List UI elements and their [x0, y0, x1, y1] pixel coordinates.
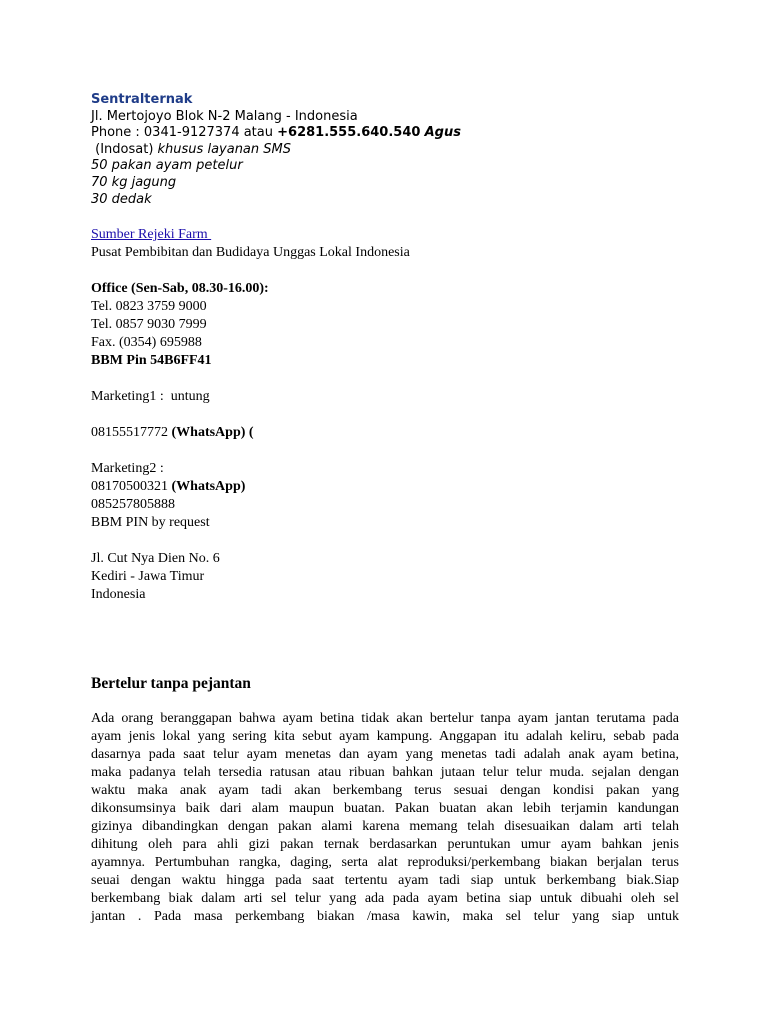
- article-line: dikonsumsinya baik dari alam maupun buatan. Pakan buatan akan lebih terjamin kandungan: [91, 801, 679, 816]
- marketing-1: Marketing1 : untung: [91, 389, 210, 404]
- article-line: ayamnya. Pertumbuhan rangka, daging, serta alat reproduksi/perkembang biakan berjalan terus: [91, 855, 679, 870]
- sms-note-line: [91, 142, 461, 159]
- phone-prefix: Phone : 0341-9127374 atau: [91, 125, 278, 141]
- tel-1: Tel. 0823 3759 9000: [91, 299, 207, 314]
- farm-link[interactable]: Sumber Rejeki Farm: [91, 227, 212, 242]
- marketing-1-phone: 08155517772: [91, 425, 172, 440]
- article-line: jantan . Pada masa perkembang biakan /masa kawin, maka sel telur yang siap untuk: [91, 909, 679, 924]
- address-line: Jl. Cut Nya Dien No. 6: [91, 551, 220, 566]
- marketing-2-phone-line: [91, 478, 410, 496]
- article-line: gizinya dibandingkan dengan pakan alami karena memang telah disesuaikan dalam arti telah: [91, 819, 679, 834]
- article-line: waktu maka anak ayam tadi akan berkembang terus sesuai dengan kondisi pakan yang: [91, 783, 679, 798]
- farm-description: Pusat Pembibitan dan Budidaya Unggas Lokal Indonesia: [91, 245, 410, 260]
- fax: Fax. (0354) 695988: [91, 335, 202, 350]
- article-line: dasarnya pada saat telur ayam menetas dan ayam yang menetas tadi adalah anak ayam betina,: [91, 747, 679, 762]
- marketing-2: Marketing2 :: [91, 461, 164, 476]
- sms-note: khusus layanan SMS: [157, 141, 291, 157]
- article-line: berkembang biak dalam arti sel telur yang ada pada ayam betina siap untuk dibuahi oleh sel: [91, 891, 679, 906]
- contact-block-sentralternak: [91, 92, 461, 208]
- company-phone: [91, 125, 461, 142]
- contact-block-sumber-rejeki: [91, 226, 410, 604]
- article-body: [91, 710, 679, 926]
- article-line: dihitung oleh para ahli gizi pakan ternak berdasarkan peruntukan umur ayam bahkan jenis: [91, 837, 679, 852]
- product-item: 30 dedak: [91, 191, 152, 207]
- bbm-pin: BBM Pin 54B6FF41: [91, 353, 212, 368]
- article-line: Ada orang beranggapan bahwa ayam betina tidak akan bertelur tanpa ayam jantan terutama pada: [91, 711, 679, 726]
- product-item: 70 kg jagung: [91, 174, 177, 190]
- company-name: Sentralternak: [91, 92, 193, 107]
- marketing-1-whatsapp: (WhatsApp) (: [171, 425, 254, 440]
- bbm-request: BBM PIN by request: [91, 515, 210, 530]
- marketing-2-whatsapp: (WhatsApp): [171, 479, 246, 494]
- tel-2: Tel. 0857 9030 7999: [91, 317, 207, 332]
- office-hours: Office (Sen-Sab, 08.30-16.00):: [91, 281, 269, 296]
- address-line: Indonesia: [91, 587, 146, 602]
- phone-mobile: +6281.555.640.540: [277, 125, 421, 141]
- article-title: Bertelur tanpa pejantan: [91, 675, 251, 692]
- sms-prefix: (Indosat): [91, 141, 158, 157]
- article-line: seuai dengan waktu hingga pada saat tertentu ayam tadi siap untuk berkembang biak.Siap: [91, 873, 679, 888]
- marketing-1-phone-line: [91, 424, 410, 442]
- marketing-2-phone: 08170500321: [91, 479, 172, 494]
- marketing-2-phone-2: 085257805888: [91, 497, 175, 512]
- phone-person: Agus: [424, 125, 461, 141]
- article-line: maka padanya telah tersedia ratusan atau ribuan bahkan jutaan telur telur muda. sejalan dengan: [91, 765, 679, 780]
- address-line: Kediri - Jawa Timur: [91, 569, 205, 584]
- article-line: ayam jenis lokal yang sering kita sebut ayam kampung. Anggapan itu adalah keliru, sebab pada: [91, 729, 679, 744]
- product-item: 50 pakan ayam petelur: [91, 158, 243, 174]
- company-address: Jl. Mertojoyo Blok N-2 Malang - Indonesia: [91, 108, 358, 124]
